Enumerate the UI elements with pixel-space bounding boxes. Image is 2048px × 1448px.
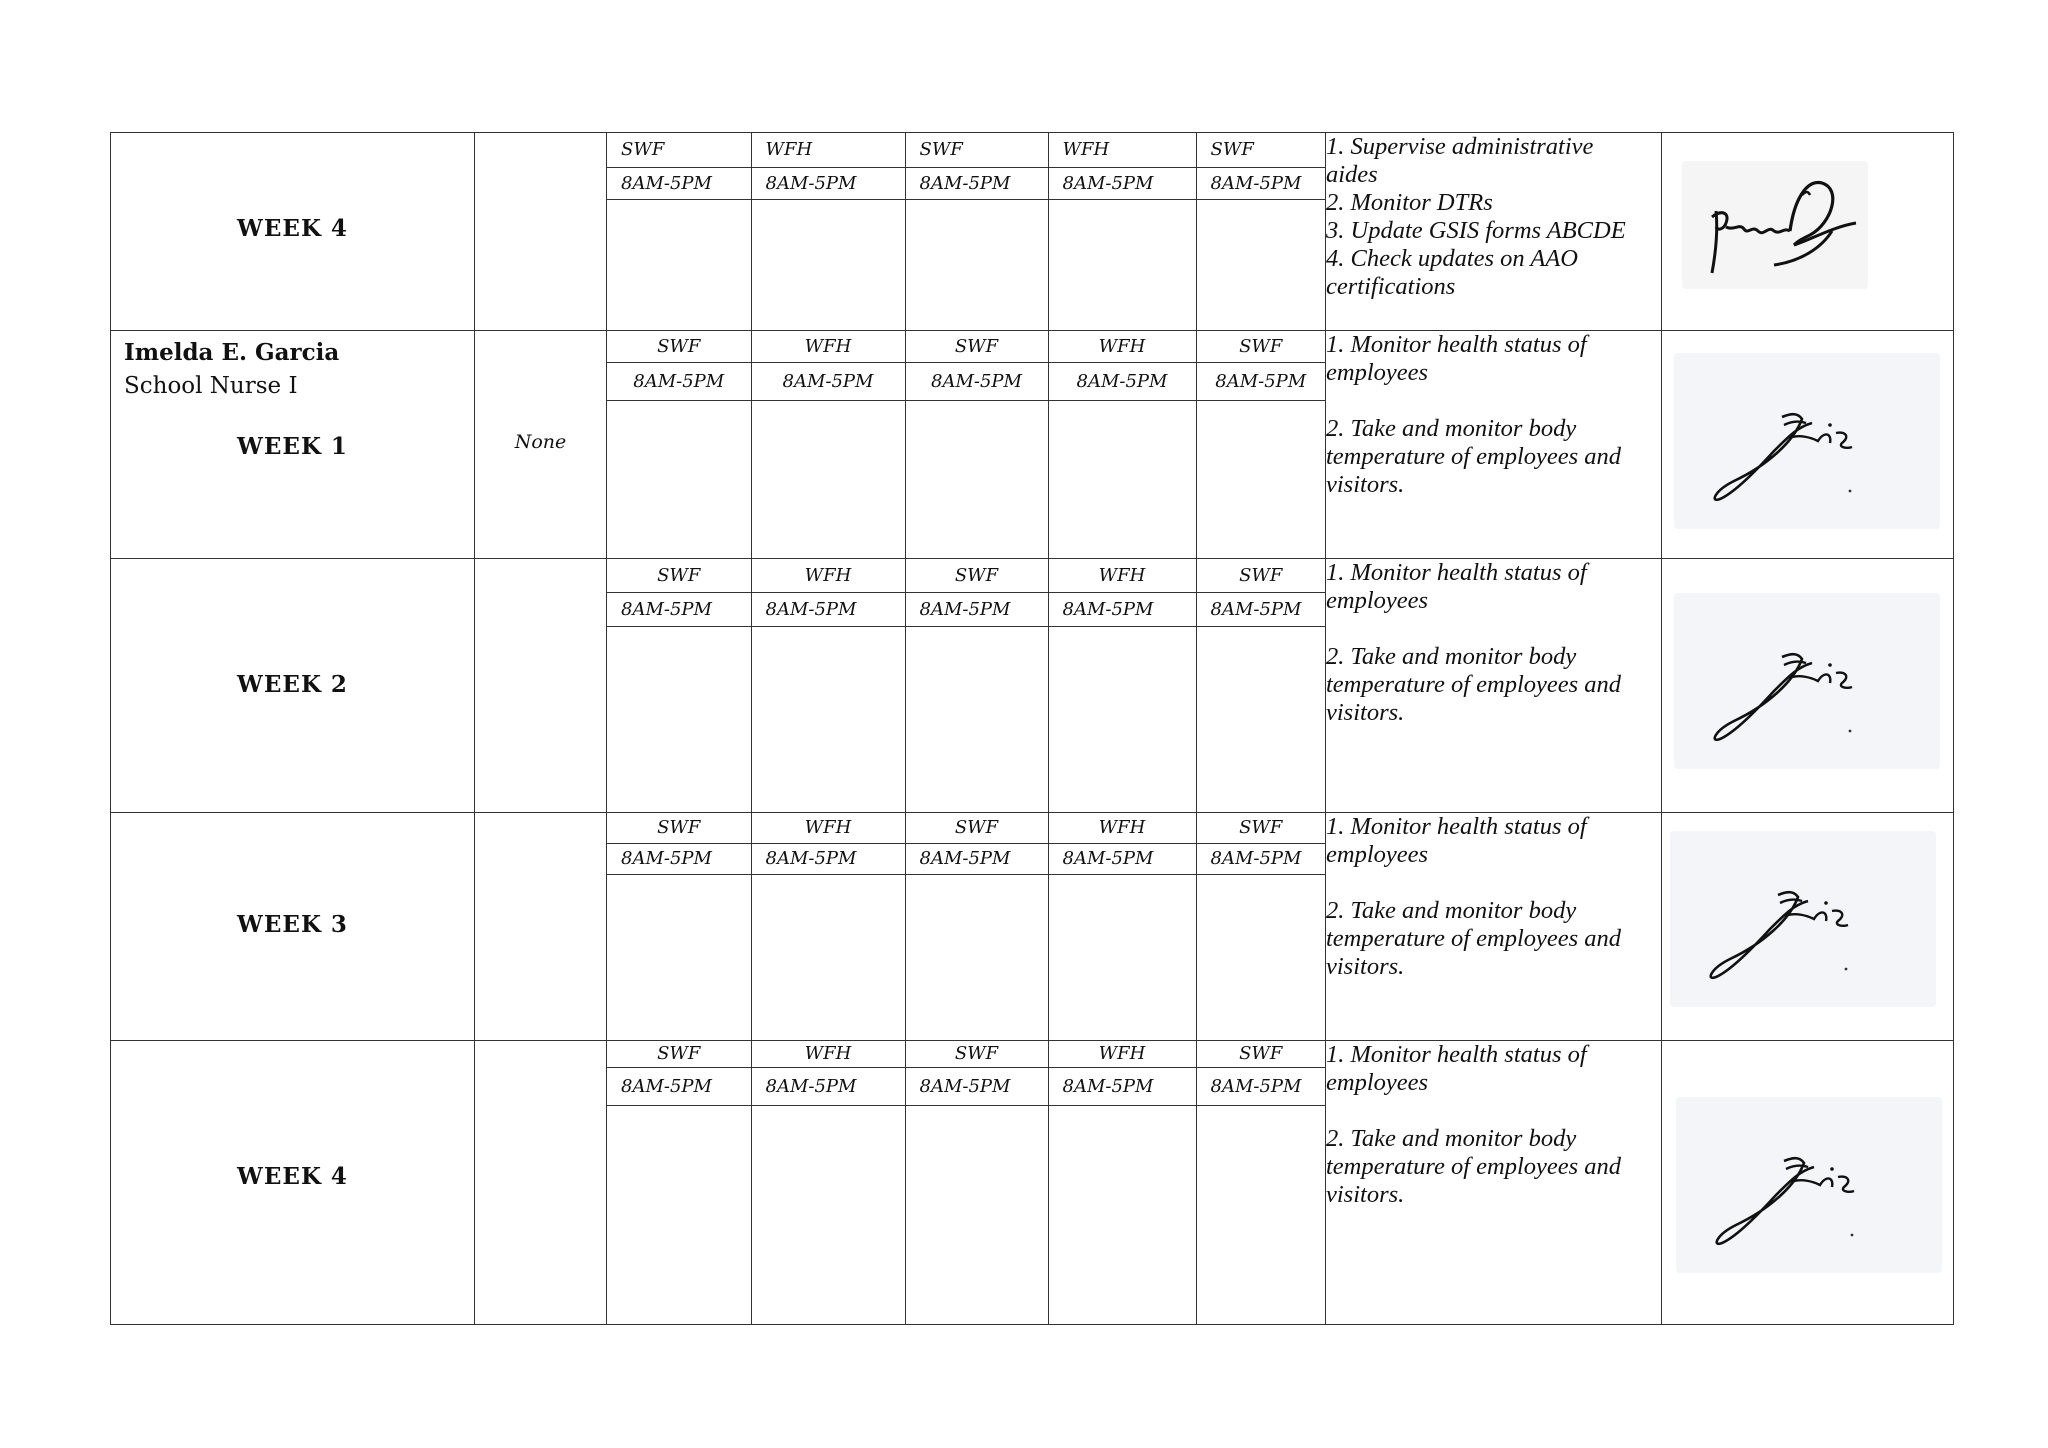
work-time: 8AM-5PM [905, 167, 1048, 199]
tasks-cell [1326, 813, 1662, 1041]
name-cell [111, 1041, 475, 1325]
task-line: certifications [1326, 273, 1456, 300]
signature-cell [1662, 559, 1954, 813]
accomplishment-box [607, 400, 751, 558]
task-line: employees [1326, 587, 1429, 614]
name-cell [111, 813, 475, 1041]
work-time: 8AM-5PM [607, 1067, 751, 1105]
accomplishment-box [607, 199, 751, 330]
work-time: 8AM-5PM [1196, 843, 1325, 874]
remarks-cell [475, 133, 607, 331]
work-time: 8AM-5PM [751, 1067, 905, 1105]
work-time: 8AM-5PM [607, 843, 751, 874]
name-cell [111, 559, 475, 813]
work-time: 8AM-5PM [1196, 1067, 1325, 1105]
task-line: visitors. [1326, 699, 1405, 726]
work-schedule-table [110, 132, 1954, 1325]
work-time: 8AM-5PM [607, 592, 751, 626]
schedule-cell [607, 331, 1326, 559]
work-mode: SWF [905, 1041, 1048, 1067]
accomplishment-box [1048, 199, 1196, 330]
signature-cell [1662, 133, 1954, 331]
task-line: 2. Monitor DTRs [1326, 189, 1493, 216]
work-time: 8AM-5PM [751, 362, 905, 400]
week-label: WEEK 3 [237, 911, 348, 938]
table-row [111, 331, 1954, 559]
signature-image [1682, 161, 1868, 289]
task-line: temperature of employees and [1326, 925, 1622, 952]
accomplishment-box [905, 1105, 1048, 1324]
task-line: employees [1326, 359, 1429, 386]
accomplishment-box [1196, 626, 1325, 812]
accomplishment-box [905, 199, 1048, 330]
work-mode: WFH [751, 133, 905, 167]
signature-2-icon [1670, 831, 1936, 1007]
accomplishment-box [607, 874, 751, 1040]
accomplishment-box [751, 400, 905, 558]
schedule-cell [607, 813, 1326, 1041]
work-time: 8AM-5PM [1048, 1067, 1196, 1105]
task-line: temperature of employees and [1326, 1153, 1622, 1180]
tasks-cell [1326, 331, 1662, 559]
accomplishment-box [1196, 199, 1325, 330]
work-time: 8AM-5PM [905, 1067, 1048, 1105]
table-row [111, 559, 1954, 813]
table-row [111, 1041, 1954, 1325]
work-mode: WFH [751, 331, 905, 362]
work-mode: SWF [905, 813, 1048, 843]
work-mode: SWF [905, 331, 1048, 362]
work-mode: WFH [1048, 133, 1196, 167]
work-time: 8AM-5PM [905, 592, 1048, 626]
work-time: 8AM-5PM [1048, 167, 1196, 199]
task-line: 1. Monitor health status of [1326, 813, 1587, 840]
work-time: 8AM-5PM [1196, 362, 1325, 400]
signature-2-icon [1674, 593, 1940, 769]
remarks-cell [475, 559, 607, 813]
work-mode: SWF [607, 133, 751, 167]
work-mode: SWF [607, 813, 751, 843]
work-mode: SWF [1196, 559, 1325, 592]
accomplishment-row [607, 1105, 1325, 1324]
signature-image [1676, 1097, 1942, 1273]
work-time: 8AM-5PM [1196, 592, 1325, 626]
work-mode: WFH [751, 1041, 905, 1067]
task-line: 1. Monitor health status of [1326, 331, 1587, 358]
work-time: 8AM-5PM [1048, 362, 1196, 400]
work-time: 8AM-5PM [607, 362, 751, 400]
accomplishment-box [1048, 874, 1196, 1040]
week-label: WEEK 2 [237, 671, 348, 698]
accomplishment-box [1048, 626, 1196, 812]
remark-text: None [514, 431, 567, 453]
work-time: 8AM-5PM [1196, 167, 1325, 199]
signature-cell [1662, 813, 1954, 1041]
remarks-cell [475, 813, 607, 1041]
tasks-cell [1326, 559, 1662, 813]
employee-name: Imelda E. Garcia [124, 339, 340, 366]
accomplishment-box [905, 626, 1048, 812]
work-time: 8AM-5PM [1048, 843, 1196, 874]
task-line: 4. Check updates on AAO [1326, 245, 1578, 272]
accomplishment-box [1048, 1105, 1196, 1324]
work-time-row [607, 592, 1325, 626]
work-mode: SWF [607, 331, 751, 362]
accomplishment-box [1048, 400, 1196, 558]
work-mode-row [607, 133, 1325, 167]
accomplishment-box [1196, 400, 1325, 558]
schedule-cell [607, 1041, 1326, 1325]
task-line: employees [1326, 1069, 1429, 1096]
task-line: temperature of employees and [1326, 671, 1622, 698]
task-line: 2. Take and monitor body [1326, 1125, 1577, 1152]
work-time: 8AM-5PM [751, 843, 905, 874]
table-row [111, 133, 1954, 331]
task-line: visitors. [1326, 953, 1405, 980]
work-time: 8AM-5PM [905, 843, 1048, 874]
signature-image [1670, 831, 1936, 1007]
signature-cell [1662, 331, 1954, 559]
table-row [111, 813, 1954, 1041]
signature-2-icon [1674, 353, 1940, 529]
work-mode: SWF [1196, 331, 1325, 362]
tasks-cell [1326, 133, 1662, 331]
work-time: 8AM-5PM [607, 167, 751, 199]
task-line: 1. Monitor health status of [1326, 559, 1587, 586]
work-time-row [607, 843, 1325, 874]
work-mode-row [607, 813, 1325, 843]
work-mode: WFH [1048, 559, 1196, 592]
accomplishment-box [1196, 874, 1325, 1040]
accomplishment-row [607, 400, 1325, 558]
remarks-cell [475, 1041, 607, 1325]
work-mode: WFH [1048, 1041, 1196, 1067]
accomplishment-box [905, 874, 1048, 1040]
work-time: 8AM-5PM [751, 592, 905, 626]
accomplishment-row [607, 626, 1325, 812]
task-line: aides [1326, 161, 1378, 188]
week-label: WEEK 4 [237, 1163, 348, 1190]
work-time-row [607, 167, 1325, 199]
task-line: 3. Update GSIS forms ABCDE [1326, 217, 1626, 244]
accomplishment-row [607, 874, 1325, 1040]
work-mode: SWF [905, 133, 1048, 167]
work-mode: SWF [905, 559, 1048, 592]
work-mode: WFH [751, 813, 905, 843]
work-mode: WFH [1048, 331, 1196, 362]
work-time: 8AM-5PM [751, 167, 905, 199]
task-line: 1. Monitor health status of [1326, 1041, 1587, 1068]
work-mode-row [607, 1041, 1325, 1067]
remarks-cell [475, 331, 607, 559]
signature-image [1674, 593, 1940, 769]
work-time-row [607, 362, 1325, 400]
work-mode-row [607, 559, 1325, 592]
work-mode: WFH [1048, 813, 1196, 843]
schedule-cell [607, 133, 1326, 331]
work-time: 8AM-5PM [1048, 592, 1196, 626]
accomplishment-box [751, 874, 905, 1040]
task-line: employees [1326, 841, 1429, 868]
accomplishment-box [1196, 1105, 1325, 1324]
week-label: WEEK 1 [237, 433, 348, 460]
name-cell [111, 133, 475, 331]
work-mode: SWF [607, 559, 751, 592]
task-line: 2. Take and monitor body [1326, 897, 1577, 924]
work-mode: SWF [1196, 133, 1325, 167]
accomplishment-box [751, 626, 905, 812]
task-line: 2. Take and monitor body [1326, 415, 1577, 442]
work-mode: SWF [607, 1041, 751, 1067]
task-line: visitors. [1326, 471, 1405, 498]
employee-position: School Nurse I [124, 373, 298, 399]
work-mode: WFH [751, 559, 905, 592]
tasks-cell [1326, 1041, 1662, 1325]
work-time-row [607, 1067, 1325, 1105]
work-time: 8AM-5PM [905, 362, 1048, 400]
name-cell [111, 331, 475, 559]
accomplishment-box [751, 199, 905, 330]
task-line: visitors. [1326, 1181, 1405, 1208]
schedule-cell [607, 559, 1326, 813]
task-line: 2. Take and monitor body [1326, 643, 1577, 670]
task-line: 1. Supervise administrative [1326, 133, 1594, 160]
accomplishment-box [751, 1105, 905, 1324]
week-label: WEEK 4 [237, 215, 348, 242]
work-mode: SWF [1196, 1041, 1325, 1067]
signature-1-icon [1682, 161, 1868, 289]
work-mode-row [607, 331, 1325, 362]
accomplishment-row [607, 199, 1325, 330]
accomplishment-box [607, 1105, 751, 1324]
task-line: temperature of employees and [1326, 443, 1622, 470]
accomplishment-box [607, 626, 751, 812]
signature-cell [1662, 1041, 1954, 1325]
accomplishment-box [905, 400, 1048, 558]
work-mode: SWF [1196, 813, 1325, 843]
signature-image [1674, 353, 1940, 529]
signature-2-icon [1676, 1097, 1942, 1273]
